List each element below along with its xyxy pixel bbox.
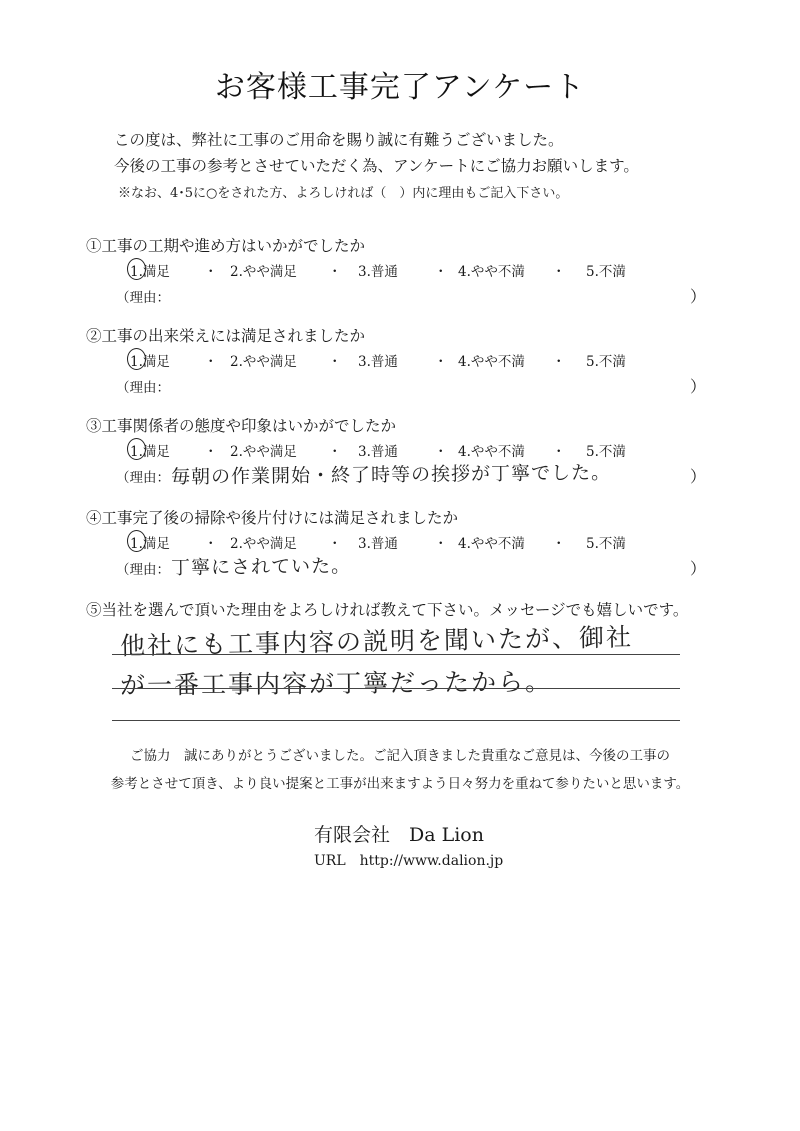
option-2[interactable]: 2.やや満足 [230,264,297,280]
reason-field[interactable] [116,284,706,310]
option-label: 1.満足 [130,444,170,460]
answer-rule-line [112,654,680,655]
option-separator: ・ [434,354,448,370]
reason-label: （理由： [116,562,170,578]
thanks-line-2: 参考とさせて頂き、より良い提案と工事が出来ますよう日々努力を重ねて参りたいと思います。 [110,776,690,792]
option-3[interactable]: 3.普通 [358,444,398,460]
option-3[interactable]: 3.普通 [358,354,398,370]
option-label: 1.満足 [130,264,170,280]
reason-label: （理由： [116,380,170,396]
option-label: 1.満足 [130,536,170,552]
option-5[interactable]: 5.不満 [586,264,626,280]
option-2[interactable]: 2.やや満足 [230,354,297,370]
company-url[interactable]: URL http://www.dalion.jp [314,853,504,869]
rating-options [128,532,648,554]
option-4[interactable]: 4.やや不満 [458,264,525,280]
option-4[interactable]: 4.やや不満 [458,354,525,370]
option-separator: ・ [204,354,218,370]
option-5[interactable]: 5.不満 [586,536,626,552]
option-2[interactable]: 2.やや満足 [230,444,297,460]
reason-close-paren: ） [689,377,706,396]
selected-circle-mark [127,438,146,460]
question-4 [86,506,726,602]
selected-circle-mark [127,348,146,370]
question-1 [86,234,726,330]
reason-close-paren: ） [689,287,706,306]
reason-close-paren: ） [689,559,706,578]
option-separator: ・ [552,264,566,280]
option-1[interactable] [130,260,170,280]
option-3[interactable]: 3.普通 [358,264,398,280]
page-title: お客様工事完了アンケート [214,70,586,105]
option-4[interactable]: 4.やや不満 [458,444,525,460]
option-separator: ・ [434,536,448,552]
question-2 [86,324,726,420]
option-separator: ・ [328,444,342,460]
answer-rule-line [112,720,680,721]
question-3 [86,414,726,510]
option-separator: ・ [434,264,448,280]
reason-label: （理由： [116,290,170,306]
option-separator: ・ [328,354,342,370]
intro-line-1: この度は、弊社に工事のご用命を賜り誠に有難うございました。 [114,131,564,149]
reason-handwriting: 丁寧にされていた。 [170,555,352,579]
option-separator: ・ [204,264,218,280]
reason-close-paren: ） [689,467,706,486]
option-2[interactable]: 2.やや満足 [230,536,297,552]
option-1[interactable] [130,532,170,552]
option-separator: ・ [552,444,566,460]
thanks-line-1: ご協力 誠にありがとうございました。ご記入頂きました貴重なご意見は、今後の工事の [130,748,670,764]
question-title: ③工事関係者の態度や印象はいかがでしたか [86,417,397,435]
rating-options [128,260,648,282]
free-answer-line-1: 他社にも工事内容の説明を聞いたが、御社 [119,622,634,661]
intro-line-2: 今後の工事の参考とさせていただく為、アンケートにご協力お願いします。 [114,157,639,175]
question-title: ②工事の出来栄えには満足されましたか [86,327,366,345]
answer-rule-line [112,688,680,689]
option-separator: ・ [552,354,566,370]
selected-circle-mark [127,258,146,280]
question-5-title: ⑤当社を選んで頂いた理由をよろしければ教えて下さい。メッセージでも嬉しいです。 [86,601,689,619]
option-separator: ・ [204,536,218,552]
option-separator: ・ [204,444,218,460]
option-separator: ・ [328,536,342,552]
question-title: ①工事の工期や進め方はいかがでしたか [86,237,366,255]
option-separator: ・ [552,536,566,552]
company-name: 有限会社 Da Lion [314,824,484,846]
option-label: 1.満足 [130,354,170,370]
selected-circle-mark [127,530,146,552]
option-1[interactable] [130,350,170,370]
reason-field[interactable] [116,461,706,490]
reason-field[interactable] [116,556,706,582]
option-3[interactable]: 3.普通 [358,536,398,552]
rating-options [128,350,648,372]
option-separator: ・ [328,264,342,280]
option-separator: ・ [434,444,448,460]
intro-note: ※なお、4･5に○をされた方、よろしければ（ ）内に理由もご記入下さい。 [118,186,569,201]
reason-label: （理由： [116,470,170,486]
free-answer-line-2: が一番工事内容が丁寧だったから。 [119,667,553,700]
option-1[interactable] [130,440,170,460]
reason-handwriting: 毎朝の作業開始・終了時等の挨拶が丁寧でした。 [170,461,612,489]
question-title: ④工事完了後の掃除や後片付けには満足されましたか [86,509,459,527]
option-4[interactable]: 4.やや不満 [458,536,525,552]
option-5[interactable]: 5.不満 [586,444,626,460]
reason-field[interactable] [116,374,706,400]
option-5[interactable]: 5.不満 [586,354,626,370]
